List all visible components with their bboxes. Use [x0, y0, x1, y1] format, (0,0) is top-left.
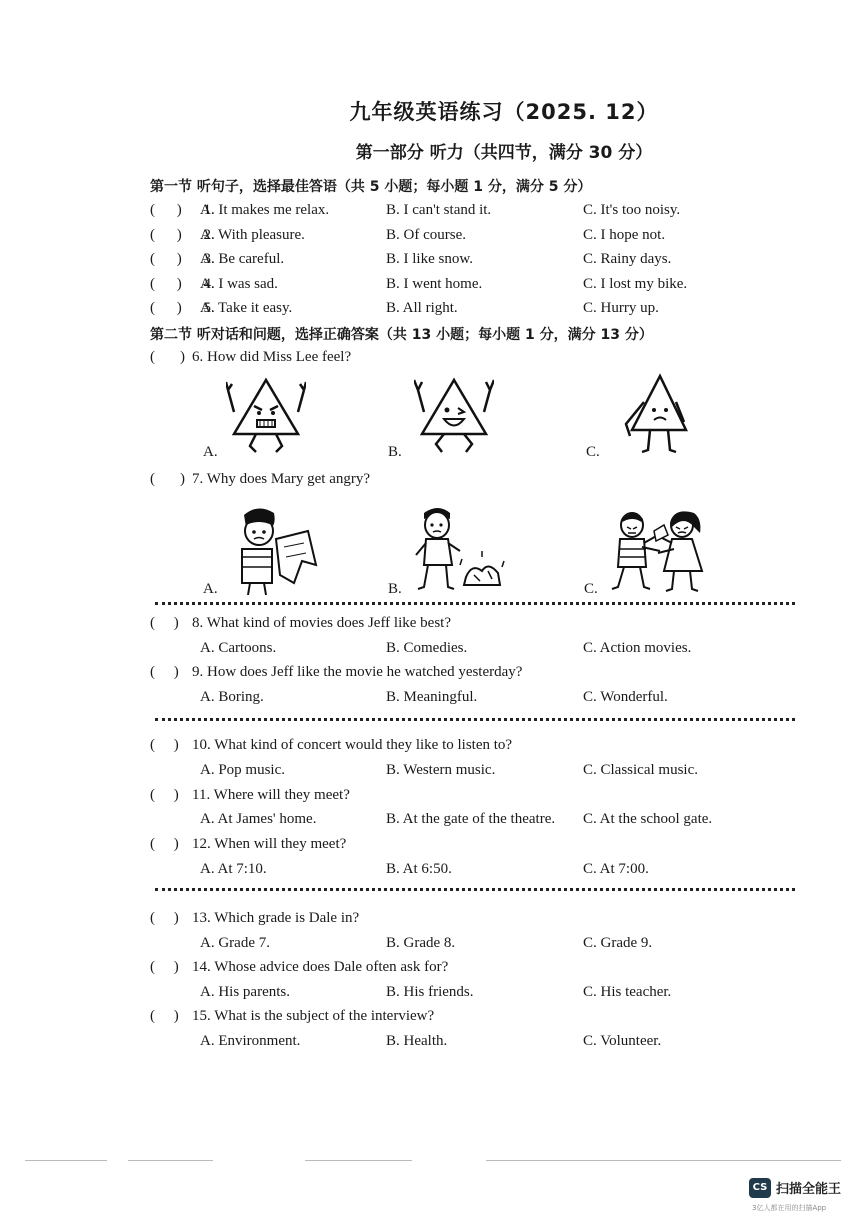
question-number: ( ) 4.: [150, 276, 215, 292]
option-a: A. Environment.: [200, 1033, 301, 1049]
option-b: B. Western music.: [386, 762, 496, 778]
option-b: B. Comedies.: [386, 640, 468, 656]
option-b: B. I can't stand it.: [386, 202, 492, 218]
section2-heading: 第二节 听对话和问题，选择正确答案（共 13 小题；每小题 1 分，满分 13 分）: [150, 327, 653, 343]
two-kids-fighting-picture: [610, 505, 710, 595]
option-a: A. His parents.: [200, 984, 290, 1000]
dotted-divider: [155, 602, 795, 605]
question-text: 8. What kind of movies does Jeff like best?: [192, 615, 451, 631]
option-b: B. Grade 8.: [386, 935, 456, 951]
answer-paren: ( ): [150, 836, 179, 852]
option-b: B. Health.: [386, 1033, 448, 1049]
question-number: ( ) 5.: [150, 300, 215, 316]
option-c: C. Classical music.: [583, 762, 698, 778]
picture-label-a: A.: [203, 581, 218, 597]
question-text: 13. Which grade is Dale in?: [192, 910, 360, 926]
option-a: A. Be careful.: [200, 251, 285, 267]
option-c: C. I hope not.: [583, 227, 666, 243]
answer-paren: ( ): [150, 1008, 179, 1024]
option-c: C. Rainy days.: [583, 251, 672, 267]
question-text: 14. Whose advice does Dale often ask for?: [192, 959, 449, 975]
option-c: C. Wonderful.: [583, 689, 668, 705]
question-number: ( ) 1.: [150, 202, 215, 218]
answer-paren: ( ): [150, 910, 179, 926]
question-text: 9. How does Jeff like the movie he watched yesterday?: [192, 664, 523, 680]
part1-heading: 第一部分 听力（共四节，满分 30 分）: [355, 143, 653, 163]
angry-triangle-picture: [226, 372, 306, 458]
happy-triangle-picture: [414, 372, 494, 458]
footer-line: [25, 1160, 107, 1161]
option-c: C. I lost my bike.: [583, 276, 688, 292]
option-a: A. Cartoons.: [200, 640, 277, 656]
boy-with-torn-paper-picture: [232, 505, 320, 595]
option-a: A. I was sad.: [200, 276, 278, 292]
picture-label-b: B.: [388, 444, 402, 460]
footer-line: [486, 1160, 841, 1161]
footer-line: [305, 1160, 412, 1161]
option-b: B. All right.: [386, 300, 458, 316]
page-title: 九年级英语练习（2025. 12）: [349, 100, 659, 124]
brand-name: 扫描全能王: [776, 1182, 842, 1197]
picture-label-c: C.: [586, 444, 600, 460]
dotted-divider: [155, 718, 795, 721]
option-a: A. Boring.: [200, 689, 264, 705]
question-text: 10. What kind of concert would they like to listen to?: [192, 737, 513, 753]
option-c: C. Hurry up.: [583, 300, 659, 316]
option-a: A. It makes me relax.: [200, 202, 330, 218]
option-a: A. With pleasure.: [200, 227, 305, 243]
question-text: 15. What is the subject of the interview?: [192, 1008, 435, 1024]
option-b: B. I went home.: [386, 276, 483, 292]
option-b: B. Meaningful.: [386, 689, 478, 705]
answer-paren-close: ): [180, 349, 185, 365]
option-c: C. Grade 9.: [583, 935, 653, 951]
footer-line: [128, 1160, 213, 1161]
option-a: A. Pop music.: [200, 762, 286, 778]
option-c: C. Volunteer.: [583, 1033, 662, 1049]
answer-paren: ( ): [150, 664, 179, 680]
option-b: B. Of course.: [386, 227, 466, 243]
section1-heading: 第一节 听句子，选择最佳答语（共 5 小题；每小题 1 分，满分 5 分）: [150, 179, 592, 195]
scanner-watermark: [749, 1177, 859, 1217]
question-text: 12. When will they meet?: [192, 836, 347, 852]
question-text: 7. Why does Mary get angry?: [192, 471, 371, 487]
answer-paren-open: (: [150, 349, 155, 365]
picture-label-a: A.: [203, 444, 218, 460]
option-c: C. Action movies.: [583, 640, 692, 656]
answer-paren: ( ): [150, 787, 179, 803]
option-c: C. His teacher.: [583, 984, 672, 1000]
option-a: A. At James' home.: [200, 811, 317, 827]
picture-label-c: C.: [584, 581, 598, 597]
option-a: A. Grade 7.: [200, 935, 270, 951]
question-text: 6. How did Miss Lee feel?: [192, 349, 352, 365]
answer-paren-open: (: [150, 471, 155, 487]
option-a: A. At 7:10.: [200, 861, 267, 877]
question-number: ( ) 3.: [150, 251, 215, 267]
boy-with-broken-item-picture: [414, 505, 506, 593]
option-c: C. At 7:00.: [583, 861, 649, 877]
sad-triangle-picture: [622, 372, 692, 458]
option-b: B. At the gate of the theatre.: [386, 811, 556, 827]
option-c: C. It's too noisy.: [583, 202, 681, 218]
option-b: B. At 6:50.: [386, 861, 452, 877]
answer-paren-close: ): [180, 471, 185, 487]
option-c: C. At the school gate.: [583, 811, 713, 827]
brand-tagline: 3亿人都在用的扫描App: [752, 1204, 827, 1212]
option-b: B. His friends.: [386, 984, 474, 1000]
answer-paren: ( ): [150, 737, 179, 753]
option-b: B. I like snow.: [386, 251, 473, 267]
answer-paren: ( ): [150, 959, 179, 975]
question-number: ( ) 2.: [150, 227, 215, 243]
picture-label-b: B.: [388, 581, 402, 597]
dotted-divider: [155, 888, 795, 891]
option-a: A. Take it easy.: [200, 300, 293, 316]
question-text: 11. Where will they meet?: [192, 787, 350, 803]
answer-paren: ( ): [150, 615, 179, 631]
camscanner-logo-icon: CS: [749, 1178, 771, 1198]
